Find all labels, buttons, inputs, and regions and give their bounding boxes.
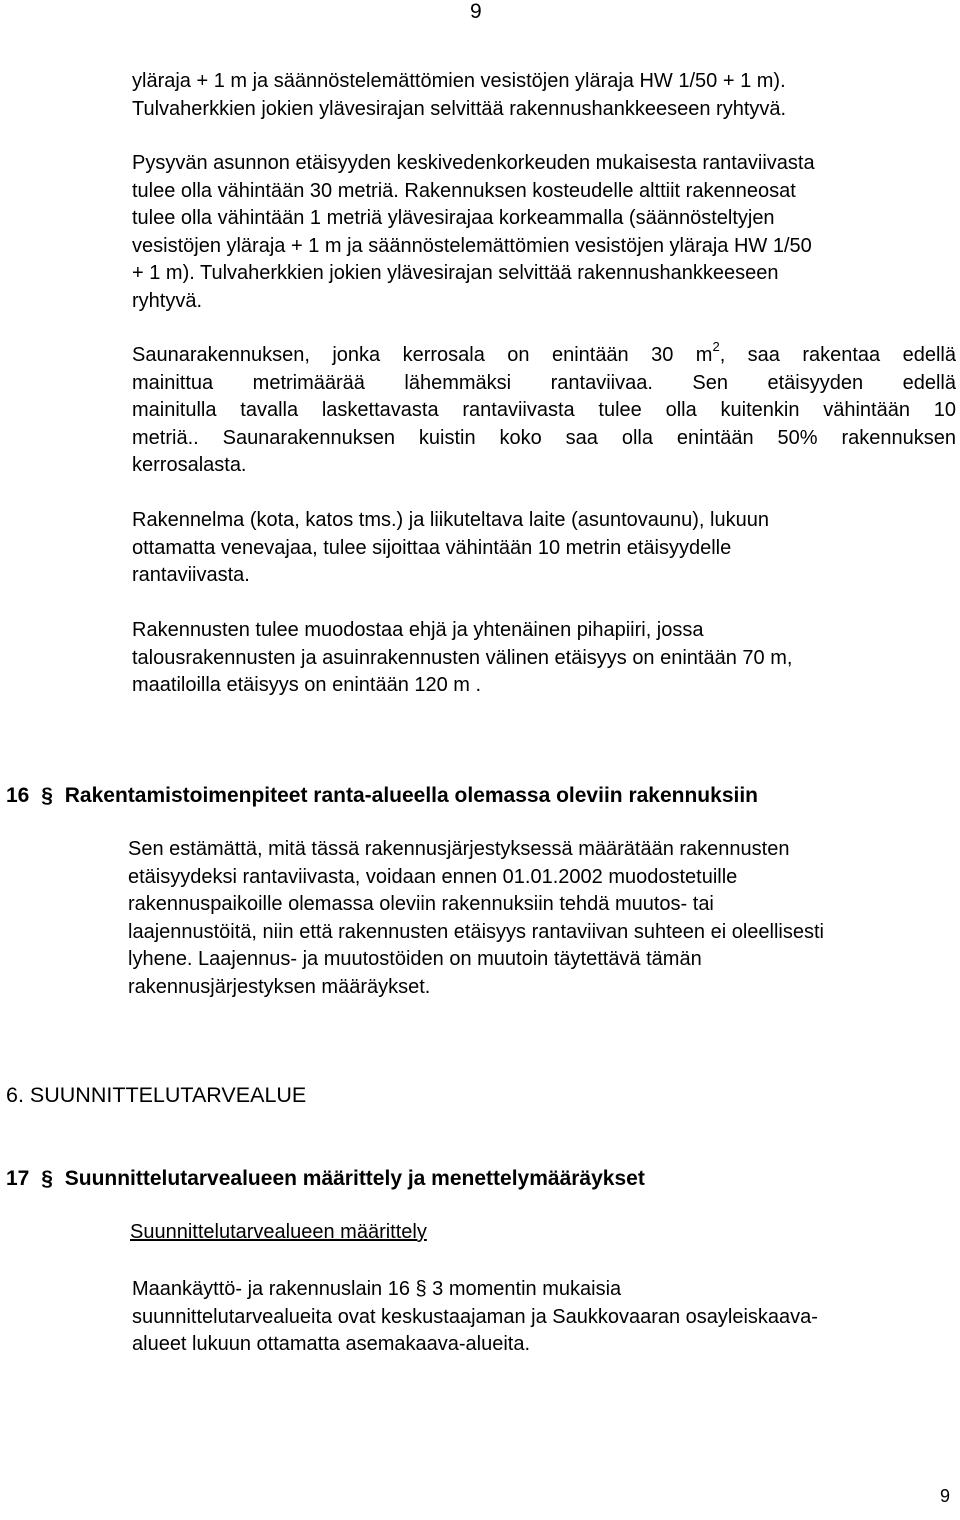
text-line: Pysyvän asunnon etäisyyden keskivedenkorkeuden mukaisesta rantaviivasta	[132, 152, 815, 174]
text-line: tulee olla vähintään 30 metriä. Rakennuksen kosteudelle alttiit rakenneosat	[132, 179, 796, 202]
text-line: Rakennusten tulee muodostaa ehjä ja yhtenäinen pihapiiri, jossa	[132, 619, 704, 641]
section-sign-icon: §	[41, 784, 53, 807]
section-title: Rakentamistoimenpiteet ranta-alueella olemassa oleviin rakennuksiin	[64, 784, 758, 807]
section-16-body	[128, 836, 824, 1001]
text-line: rakennusjärjestyksen määräykset.	[128, 975, 431, 998]
text-line: + 1 m). Tulvaherkkien jokien ylävesirajan selvittää rakennushankkeeseen	[132, 262, 779, 284]
text-line: maatiloilla etäisyys on enintään 120 m .	[132, 674, 482, 696]
text-line: metriä.. Saunarakennuksen kuistin koko saa olla enintään 50% rakennuksen	[132, 426, 956, 449]
text-line: mainittua metrimäärää lähemmäksi rantaviivaa. Sen etäisyyden edellä	[132, 371, 956, 394]
text-line: Saunarakennuksen, jonka kerrosala on enintään 30 $m^2$, saa rakentaa edellä	[132, 339, 956, 366]
text-line: Sen estämättä, mitä tässä rakennusjärjestyksessä määrätään rakennusten	[128, 838, 790, 860]
section-sign-icon: §	[41, 1167, 53, 1190]
section-16-heading	[6, 784, 758, 808]
text-line: Tulvaherkkien jokien ylävesirajan selvittää rakennushankkeeseen ryhtyvä.	[132, 97, 787, 120]
text-line: ottamatta venevajaa, tulee sijoittaa vähintään 10 metrin etäisyydelle	[132, 536, 732, 559]
superscript: 2	[712, 339, 720, 355]
sauna-paragraph	[132, 339, 956, 480]
chapter-6-heading: 6. SUUNNITTELUTARVEALUE	[6, 1083, 307, 1107]
section-number: 16	[6, 784, 30, 807]
section-sign-icon: §	[415, 1278, 427, 1300]
section-17-heading	[6, 1167, 645, 1191]
text-line: alueet lukuun ottamatta asemakaava-alueita.	[132, 1333, 531, 1355]
section-17-subheading: Suunnittelutarvealueen määrittely	[130, 1221, 427, 1243]
text-line: yläraja + 1 m ja säännöstelemättömien vesistöjen yläraja HW 1/50 + 1 m).	[132, 70, 786, 92]
distance-paragraph	[132, 150, 815, 315]
page-number-top: 9	[470, 0, 482, 23]
text-line: vesistöjen yläraja + 1 m ja säännöstelemättömien vesistöjen yläraja HW 1/50	[132, 234, 812, 257]
section-number: 17	[6, 1167, 30, 1190]
text-line: tulee olla vähintään 1 metriä ylävesirajaa korkeammalla (säännösteltyjen	[132, 207, 775, 229]
text-line: Maankäyttö- ja rakennuslain 16 § 3 momentin mukaisia	[132, 1278, 622, 1300]
page-number-bottom: 9	[940, 1486, 951, 1506]
text-line: lyhene. Laajennus- ja muutostöiden on muutoin täytettävä tämän	[128, 948, 702, 970]
text-line: ryhtyvä.	[132, 289, 203, 312]
text-line: etäisyydeksi rantaviivasta, voidaan ennen 01.01.2002 muodostetuille	[128, 865, 738, 888]
text-line: kerrosalasta.	[132, 454, 247, 476]
text-line: rantaviivasta.	[132, 564, 250, 586]
text-line: laajennustöitä, niin että rakennusten etäisyys rantaviivan suhteen ei oleellisesti	[128, 920, 824, 943]
section-title: Suunnittelutarvealueen määrittely ja menettelymääräykset	[64, 1167, 645, 1190]
text-line: talousrakennusten ja asuinrakennusten välinen etäisyys on enintään 70 m,	[132, 646, 793, 669]
text-line: mainitulla tavalla laskettavasta rantaviivasta tulee olla kuitenkin vähintään 10	[132, 399, 956, 421]
text-line: suunnittelutarvealueita ovat keskustaajaman ja Saukkovaaran osayleiskaava-	[132, 1305, 818, 1328]
text-line: rakennuspaikoille olemassa oleviin rakennuksiin tehdä muutos- tai	[128, 893, 714, 915]
kota-paragraph	[132, 507, 769, 590]
text-line: Rakennelma (kota, katos tms.) ja liikuteltava laite (asuntovaunu), lukuun	[132, 509, 769, 531]
pihapiiri-paragraph	[132, 617, 792, 700]
section-17-body	[132, 1276, 818, 1359]
continuation-paragraph	[132, 68, 786, 123]
